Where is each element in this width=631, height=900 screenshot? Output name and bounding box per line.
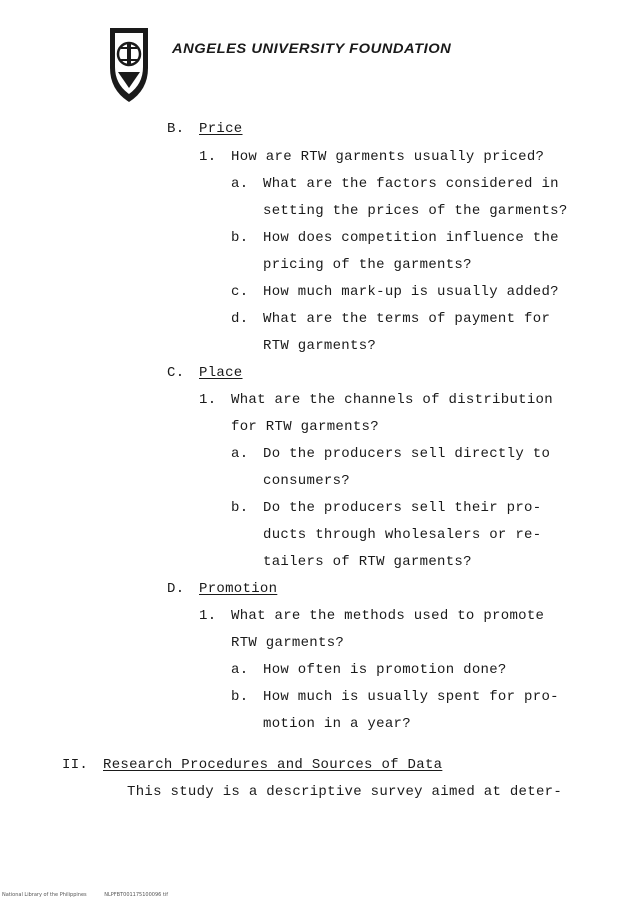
- section-c-item-1-number: 1.: [199, 392, 217, 408]
- section-b-sub-a-line-2: setting the prices of the garments?: [263, 203, 568, 219]
- section-c-sub-b-line-3: tailers of RTW garments?: [263, 554, 472, 570]
- section-b-sub-a-line-1: What are the factors considered in: [263, 176, 559, 192]
- section-d-marker: D.: [167, 581, 185, 597]
- section-c-sub-b-line-2: ducts through wholesalers or re-: [263, 527, 542, 543]
- section-b-sub-d-marker: d.: [231, 311, 249, 327]
- section-b-marker: B.: [167, 121, 185, 137]
- section-b-sub-b-line-2: pricing of the garments?: [263, 257, 472, 273]
- section-b-item-1-number: 1.: [199, 149, 217, 165]
- section-b-sub-a-marker: a.: [231, 176, 249, 192]
- section-c-item-1-line-2: for RTW garments?: [231, 419, 379, 435]
- section-d-sub-b-line-1: How much is usually spent for pro-: [263, 689, 559, 705]
- section-d-item-1-line-1: What are the methods used to promote: [231, 608, 545, 624]
- section-d-sub-b-marker: b.: [231, 689, 249, 705]
- section-b-title: Price: [199, 121, 243, 137]
- part-2-body-line-1: This study is a descriptive survey aimed at deter-: [127, 784, 563, 800]
- section-c-sub-b-line-1: Do the producers sell their pro-: [263, 500, 542, 516]
- part-2-title: Research Procedures and Sources of Data: [103, 757, 443, 773]
- footer-file-id: NLPFBT001175100096 tif: [104, 892, 169, 898]
- institution-header: ANGELES UNIVERSITY FOUNDATION: [172, 40, 452, 56]
- section-b-sub-d-line-2: RTW garments?: [263, 338, 377, 354]
- section-d-sub-a-marker: a.: [231, 662, 249, 678]
- section-c-sub-b-marker: b.: [231, 500, 249, 516]
- section-d-item-1-line-2: RTW garments?: [231, 635, 345, 651]
- section-b-item-1-text: How are RTW garments usually priced?: [231, 149, 545, 165]
- section-b-sub-b-marker: b.: [231, 230, 249, 246]
- section-c-item-1-line-1: What are the channels of distribution: [231, 392, 553, 408]
- section-b-sub-b-line-1: How does competition influence the: [263, 230, 559, 246]
- university-seal-logo: [106, 24, 152, 104]
- section-c-title: Place: [199, 365, 243, 381]
- section-b-sub-c-marker: c.: [231, 284, 249, 300]
- section-c-marker: C.: [167, 365, 185, 381]
- section-b-sub-c-line-1: How much mark-up is usually added?: [263, 284, 559, 300]
- scan-footer: [2, 892, 184, 898]
- section-d-title: Promotion: [199, 581, 278, 597]
- footer-library-name: National Library of the Philippines: [2, 892, 87, 898]
- section-c-sub-a-line-1: Do the producers sell directly to: [263, 446, 551, 462]
- section-c-sub-a-marker: a.: [231, 446, 249, 462]
- part-2-marker: II.: [62, 757, 89, 773]
- section-d-sub-a-line-1: How often is promotion done?: [263, 662, 507, 678]
- section-b-sub-d-line-1: What are the terms of payment for: [263, 311, 551, 327]
- section-d-item-1-number: 1.: [199, 608, 217, 624]
- section-c-sub-a-line-2: consumers?: [263, 473, 351, 489]
- section-d-sub-b-line-2: motion in a year?: [263, 716, 411, 732]
